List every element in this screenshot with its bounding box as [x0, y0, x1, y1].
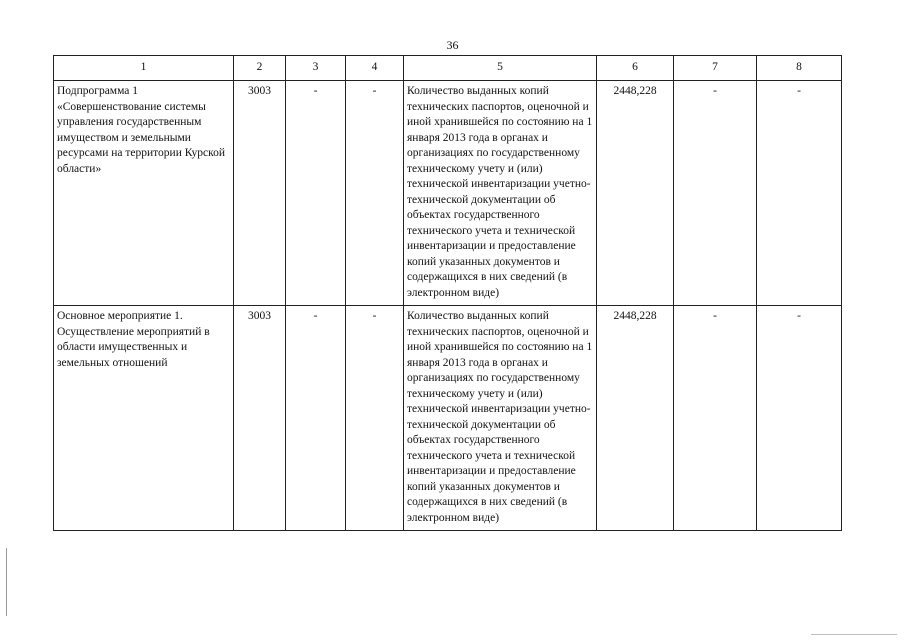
- header-col-2: 2: [234, 56, 286, 81]
- code-cell: 3003: [234, 306, 286, 531]
- program-name-cell: Основное мероприятие 1. Осуществление мероприятий в области имущественных и земельных отношений: [54, 306, 234, 531]
- description-cell: Количество выданных копий технических паспортов, оценочной и иной хранившейся по состоянию на 1 января 2013 года в органах и организациях по государственному техническому учету и (или) технической инвентаризации учетно-технической документации об объектах государственного технического учета и технической инвентаризации и предоставление копий указанных документов и содержащихся в них сведений (в электронном виде): [404, 306, 597, 531]
- program-table: [53, 55, 842, 531]
- header-col-6: 6: [597, 56, 674, 81]
- col4-cell: -: [346, 81, 404, 306]
- header-col-5: 5: [404, 56, 597, 81]
- code-cell: 3003: [234, 81, 286, 306]
- table-row: [54, 306, 842, 531]
- col3-cell: -: [286, 81, 346, 306]
- description-cell: Количество выданных копий технических паспортов, оценочной и иной хранившейся по состоянию на 1 января 2013 года в органах и организациях по государственному техническому учету и (или) технической инвентаризации учетно-технической документации об объектах государственного технического учета и технической инвентаризации и предоставление копий указанных документов и содержащихся в них сведений (в электронном виде): [404, 81, 597, 306]
- header-col-7: 7: [674, 56, 757, 81]
- value-cell: 2448,228: [597, 306, 674, 531]
- scan-margin-line: [6, 548, 7, 616]
- scan-corner-line: [811, 634, 897, 635]
- col8-cell: -: [757, 81, 842, 306]
- header-row: [54, 56, 842, 81]
- value-cell: 2448,228: [597, 81, 674, 306]
- col7-cell: -: [674, 306, 757, 531]
- header-col-3: 3: [286, 56, 346, 81]
- page-number: 36: [446, 38, 459, 52]
- header-col-8: 8: [757, 56, 842, 81]
- col8-cell: -: [757, 306, 842, 531]
- col4-cell: -: [346, 306, 404, 531]
- table-row: [54, 81, 842, 306]
- col7-cell: -: [674, 81, 757, 306]
- col3-cell: -: [286, 306, 346, 531]
- program-name-cell: Подпрограмма 1 «Совершенствование системы управления государственным имуществом и земельными ресурсами на территории Курской области»: [54, 81, 234, 306]
- header-col-4: 4: [346, 56, 404, 81]
- header-col-1: 1: [54, 56, 234, 81]
